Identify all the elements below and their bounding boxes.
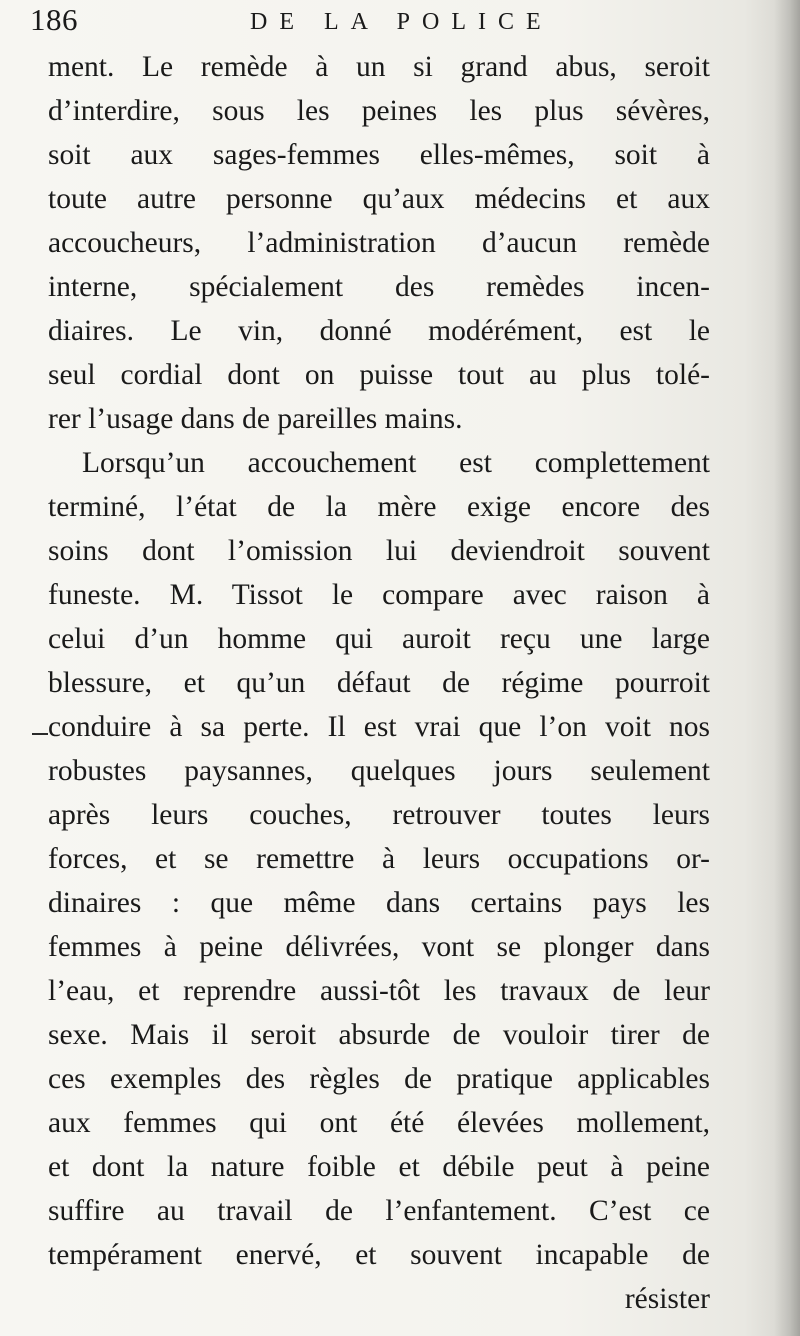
text-line: soins dont l’omission lui deviendroit souvent — [48, 535, 710, 567]
text-line: forces, et se remettre à leurs occupations or- — [48, 843, 710, 875]
margin-dash-mark — [32, 733, 48, 735]
page-number: 186 — [30, 2, 78, 37]
text-line: sexe. Mais il seroit absurde de vouloir tirer de — [48, 1019, 710, 1051]
text-line: diaires. Le vin, donné modérément, est le — [48, 315, 710, 347]
text-line: après leurs couches, retrouver toutes leurs — [48, 799, 710, 831]
text-line: accoucheurs, l’administration d’aucun remède — [48, 227, 710, 259]
text-line: funeste. M. Tissot le compare avec raison à — [48, 579, 710, 611]
running-head: DE LA POLICE — [250, 9, 553, 35]
text-line: seul cordial dont on puisse tout au plus tolé- — [48, 359, 710, 391]
text-line: terminé, l’état de la mère exige encore des — [48, 491, 710, 523]
text-line: l’eau, et reprendre aussi-tôt les travaux de leur — [48, 975, 710, 1007]
text-line: dinaires : que même dans certains pays les — [48, 887, 710, 919]
text-line: tempérament enervé, et souvent incapable de — [48, 1239, 710, 1271]
catchword: résister — [624, 1283, 710, 1315]
paragraph-end-line: rer l’usage dans de pareilles mains. — [48, 403, 463, 435]
text-line: conduire à sa perte. Il est vrai que l’on voit nos — [48, 711, 710, 743]
text-line: et dont la nature foible et débile peut à peine — [48, 1151, 710, 1183]
text-line: femmes à peine délivrées, vont se plonger dans — [48, 931, 710, 963]
paragraph-start-line: Lorsqu’un accouchement est complettement — [82, 447, 710, 479]
text-line: ces exemples des règles de pratique applicables — [48, 1063, 710, 1095]
text-line: robustes paysannes, quelques jours seulement — [48, 755, 710, 787]
text-line: interne, spécialement des remèdes incen- — [48, 271, 710, 303]
text-line: toute autre personne qu’aux médecins et aux — [48, 183, 710, 215]
body-text — [48, 45, 710, 1321]
text-line: ment. Le remède à un si grand abus, seroit — [48, 51, 710, 83]
text-line: celui d’un homme qui auroit reçu une large — [48, 623, 710, 655]
spine-shadow — [774, 0, 800, 1336]
text-line: aux femmes qui ont été élevées mollement, — [48, 1107, 710, 1139]
text-line: suffire au travail de l’enfantement. C’est ce — [48, 1195, 710, 1227]
text-line: d’interdire, sous les peines les plus sévères, — [48, 95, 710, 127]
page-header — [30, 2, 730, 38]
text-line: soit aux sages-femmes elles-mêmes, soit à — [48, 139, 710, 171]
text-line: blessure, et qu’un défaut de régime pourroit — [48, 667, 710, 699]
